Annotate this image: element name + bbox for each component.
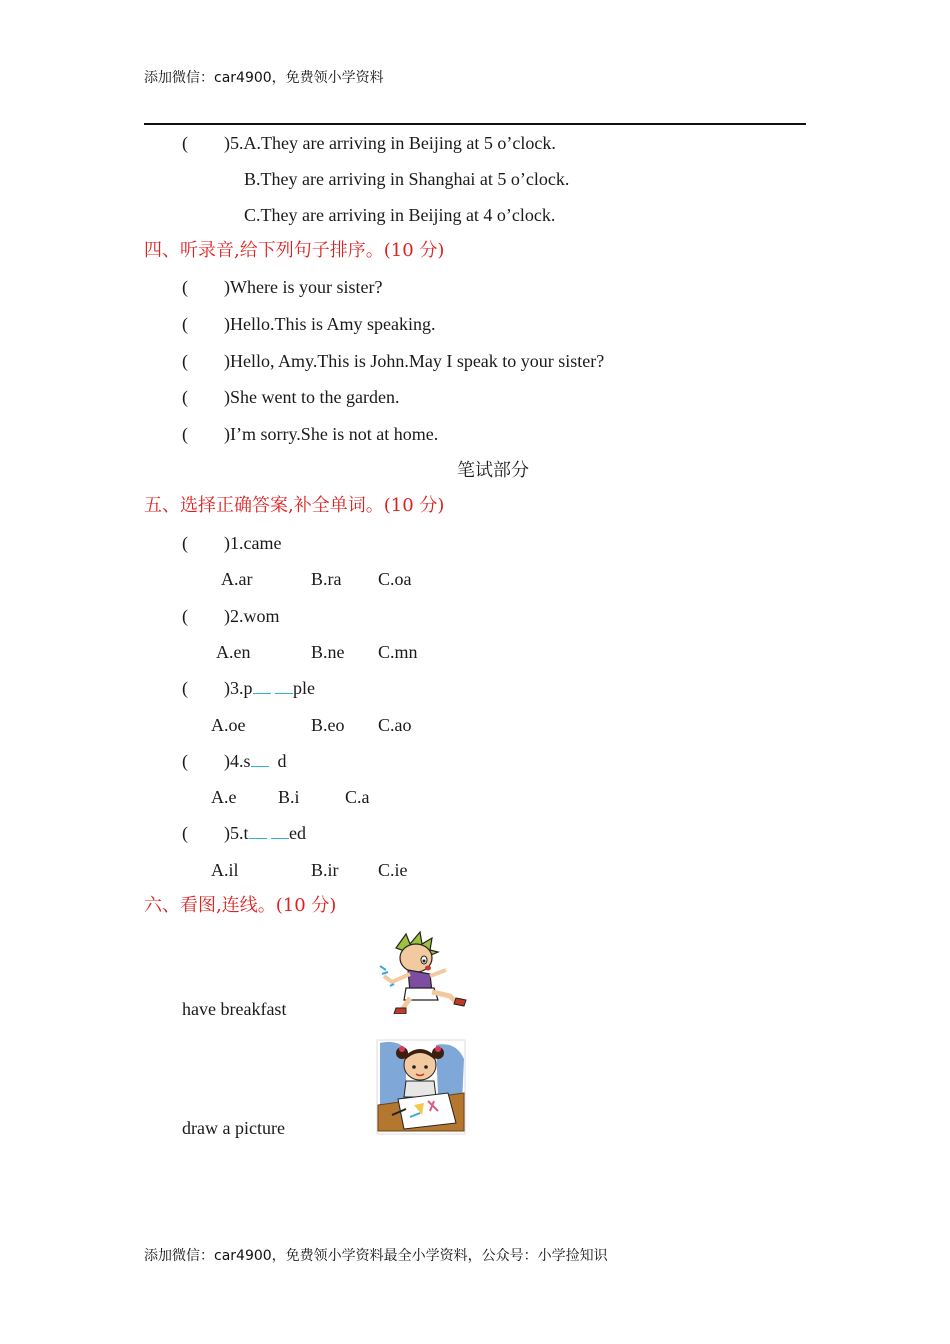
section5-q4-suffix: d [277,751,287,771]
running-boy-picture [376,930,468,1014]
girl-drawing-picture [376,1039,466,1135]
q3-item5-option-c: C.They are arriving in Beijing at 4 o’clock. [244,205,556,225]
q3-item5-option-b: B.They are arriving in Shanghai at 5 o’clock. [244,169,570,189]
section4-item: ( )I’m sorry.She is not at home. [182,424,439,444]
phrase-draw-a-picture: draw a picture [182,1118,285,1138]
section5-q3-option-c: C.ao [378,715,412,735]
section5-q4-prefix: ( )4.s [182,751,251,771]
section5-q5-option-a: A.il [211,860,239,880]
q3-item5-stem: ( )5.A.They are arriving in Beijing at 5 o’clock. [182,133,556,153]
section5-q2: ( )2.wom [182,606,280,626]
section4-item: ( )Hello, Amy.This is John.May I speak to your sister? [182,351,605,371]
section5-q2-option-b: B.ne [311,642,345,662]
section5-q3 [182,676,315,700]
section5-q4-option-a: A.e [211,787,237,807]
phrase-have-breakfast: have breakfast [182,999,287,1019]
section5-q3-option-a: A.oe [211,715,246,735]
section4-item: ( )Where is your sister? [182,277,383,297]
section5-q5-suffix: ed [289,823,306,843]
section5-q1-option-c: C.oa [378,569,412,589]
blank-line [249,822,267,839]
section5-q1: ( )1.came [182,533,282,553]
section5-q2-option-a: A.en [216,642,251,662]
section5-q4 [182,749,287,773]
section5-q1-option-a: A.ar [221,569,253,589]
section5-q3-suffix: ple [293,678,315,698]
section4-item: ( )Hello.This is Amy speaking. [182,314,436,334]
section5-q5-option-b: B.ir [311,860,339,880]
written-part-heading: 笔试部分 [457,460,529,481]
section5-q5 [182,821,306,845]
section4-title: 四、听录音,给下列句子排序。(10 分) [144,240,445,261]
section4-item: ( )She went to the garden. [182,387,400,407]
blank-line [253,677,271,694]
section5-q4-option-b: B.i [278,787,300,807]
header-watermark: 添加微信：car4900，免费领小学资料 [144,70,384,86]
blank-line [271,822,289,839]
footer-watermark: 添加微信：car4900，免费领小学资料最全小学资料，公众号：小学捡知识 [144,1248,608,1264]
section6-title: 六、看图,连线。(10 分) [144,895,337,916]
section5-q2-option-c: C.mn [378,642,418,662]
blank-line [275,677,293,694]
section5-q5-option-c: C.ie [378,860,408,880]
section5-q3-prefix: ( )3.p [182,678,253,698]
section5-q5-prefix: ( )5.t [182,823,249,843]
section5-q1-option-b: B.ra [311,569,342,589]
blank-line [251,750,269,767]
section5-q4-option-c: C.a [345,787,370,807]
header-rule [144,123,806,125]
section5-title: 五、选择正确答案,补全单词。(10 分) [144,495,445,516]
section5-q3-option-b: B.eo [311,715,345,735]
